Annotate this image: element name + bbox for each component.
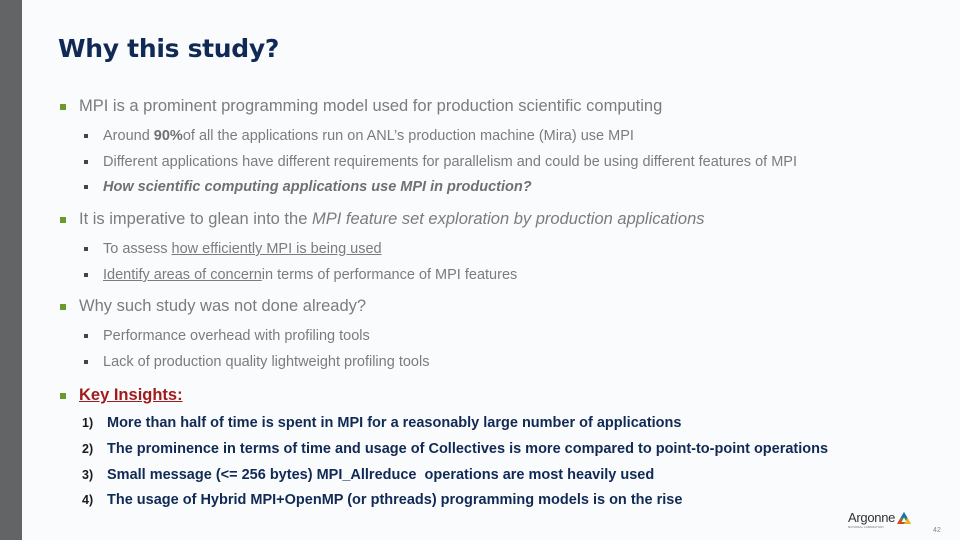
bullet-why-not-done [60,297,366,316]
argonne-triangle-icon [897,512,911,524]
text-post: of all the applications run on ANL’s production machine (Mira) use MPI [182,128,634,144]
argonne-logo [848,510,911,529]
insight-text: Small message (<= 256 bytes) MPI_Allreduce operations are most heavily used [107,467,655,483]
text-post: in terms of performance of MPI features [261,267,518,283]
insight-text: The usage of Hybrid MPI+OpenMP (or pthreads) programming models is on the rise [107,492,683,508]
square-bullet-icon [84,334,88,338]
logo-subtitle: NATIONAL LABORATORY [848,525,884,529]
sub-bullet-overhead [84,328,370,344]
square-bullet-icon [84,273,88,277]
bullet-key-insights [60,386,183,405]
sub-bullet-assess [84,241,382,257]
list-number: 4) [82,493,94,507]
bullet-text: Lack of production quality lightweight profiling tools [103,354,430,370]
square-bullet-icon [84,360,88,364]
insight-4 [82,492,682,508]
italic-text: MPI feature set exploration by production applications [311,210,705,228]
bullet-text: How scientific computing applications use MPI in production? [103,179,532,195]
bullet-text: MPI is a prominent programming model used for production scientific computing [79,97,663,115]
green-square-bullet-icon [60,217,66,223]
sub-bullet-requirements [84,154,797,170]
insight-2 [82,441,828,457]
bullet-imperative [60,210,705,229]
underlined-text: Identify areas of concern [103,267,262,283]
insight-1 [82,415,681,431]
slide-title: Why this study? [58,34,280,63]
list-number: 3) [82,468,94,482]
bullet-text: Performance overhead with profiling tools [103,328,370,344]
green-square-bullet-icon [60,304,66,310]
insight-text: The prominence in terms of time and usage of Collectives is more compared to point-to-point operations [107,441,829,457]
green-square-bullet-icon [60,393,66,399]
logo-text: Argonne [848,510,896,525]
insight-3 [82,467,654,483]
underlined-text: how efficiently MPI is being used [171,241,382,257]
insight-text: More than half of time is spent in MPI for a reasonably large number of applications [107,415,682,431]
text-pre: Around [103,128,150,144]
sub-bullet-lack-tools [84,354,429,370]
sub-bullet-question [84,179,532,195]
text-pre: It is imperative to glean into the [79,210,308,228]
sub-bullet-90-percent [84,128,634,144]
green-square-bullet-icon [60,104,66,110]
list-number: 2) [82,442,94,456]
side-bar [0,0,22,540]
key-insights-heading: Key Insights: [79,386,183,404]
square-bullet-icon [84,185,88,189]
sub-bullet-identify [84,267,517,283]
bullet-text: Why such study was not done already? [79,297,367,315]
bullet-text: Different applications have different requirements for parallelism and could be using different features of MPI [103,154,797,170]
text-pre: To assess [103,241,168,257]
bold-90-percent: 90% [153,128,183,144]
bullet-mpi-prominent [60,97,662,116]
list-number: 1) [82,416,94,430]
page-number: 42 [933,527,941,534]
square-bullet-icon [84,247,88,251]
square-bullet-icon [84,134,88,138]
square-bullet-icon [84,160,88,164]
